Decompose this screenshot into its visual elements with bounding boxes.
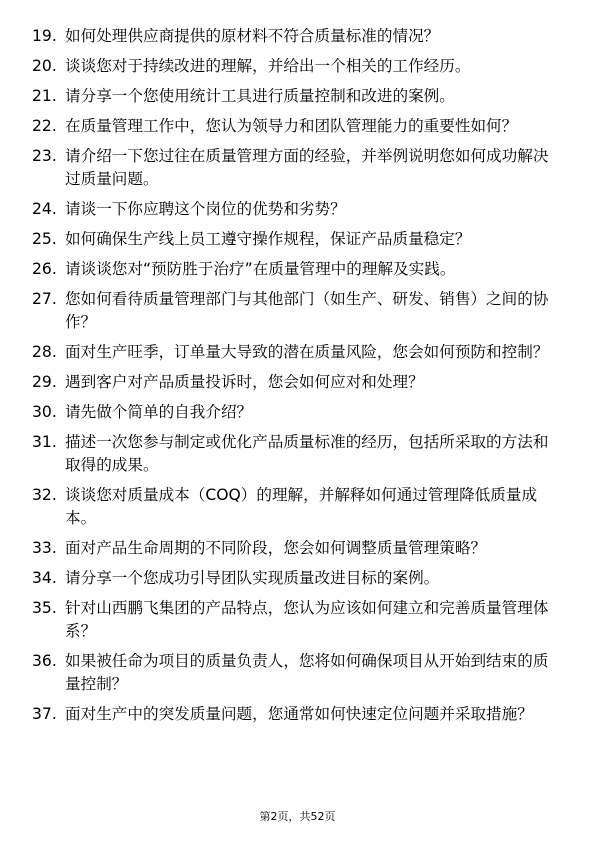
question-text: 如果被任命为项目的质量负责人，您将如何确保项目从开始到结束的质量控制？ xyxy=(65,652,549,693)
question-number: 20. xyxy=(32,57,57,75)
question-item xyxy=(32,288,562,334)
question-text: 面对产品生命周期的不同阶段，您会如何调整质量管理策略？ xyxy=(65,539,487,557)
question-item xyxy=(32,567,562,590)
question-text: 请谈谈您对“预防胜于治疗”在质量管理中的理解及实践。 xyxy=(65,260,456,278)
question-item xyxy=(32,371,562,394)
question-number: 27. xyxy=(32,290,57,308)
question-item xyxy=(32,55,562,78)
question-number: 19. xyxy=(32,27,57,45)
question-number: 26. xyxy=(32,260,57,278)
question-item xyxy=(32,228,562,251)
question-text: 请分享一个您成功引导团队实现质量改进目标的案例。 xyxy=(65,569,440,587)
question-number: 23. xyxy=(32,147,57,165)
question-item xyxy=(32,85,562,108)
question-number: 24. xyxy=(32,200,57,218)
question-item xyxy=(32,431,562,477)
question-number: 31. xyxy=(32,433,57,451)
question-item xyxy=(32,484,562,530)
question-item xyxy=(32,145,562,191)
question-number: 35. xyxy=(32,599,57,617)
question-number: 34. xyxy=(32,569,57,587)
question-text: 请介绍一下您过往在质量管理方面的经验，并举例说明您如何成功解决过质量问题。 xyxy=(65,147,549,188)
question-text: 遇到客户对产品质量投诉时，您会如何应对和处理？ xyxy=(65,373,424,391)
question-number: 37. xyxy=(32,705,57,723)
question-item xyxy=(32,597,562,643)
question-text: 面对生产中的突发质量问题，您通常如何快速定位问题并采取措施？ xyxy=(65,705,533,723)
question-text: 如何处理供应商提供的原材料不符合质量标准的情况？ xyxy=(65,27,440,45)
question-number: 22. xyxy=(32,117,57,135)
question-number: 25. xyxy=(32,230,57,248)
question-item xyxy=(32,650,562,696)
question-text: 描述一次您参与制定或优化产品质量标准的经历，包括所采取的方法和取得的成果。 xyxy=(65,433,549,474)
question-text: 请先做个简单的自我介绍？ xyxy=(65,403,253,421)
question-item xyxy=(32,198,562,221)
question-number: 28. xyxy=(32,343,57,361)
question-text: 如何确保生产线上员工遵守操作规程，保证产品质量稳定？ xyxy=(65,230,471,248)
question-text: 谈谈您对质量成本（COQ）的理解，并解释如何通过管理降低质量成本。 xyxy=(65,486,538,527)
question-text: 谈谈您对于持续改进的理解，并给出一个相关的工作经历。 xyxy=(65,57,471,75)
question-item xyxy=(32,703,562,726)
question-item xyxy=(32,25,562,48)
question-item xyxy=(32,115,562,138)
question-text: 请谈一下你应聘这个岗位的优势和劣势？ xyxy=(65,200,346,218)
question-text: 您如何看待质量管理部门与其他部门（如生产、研发、销售）之间的协作？ xyxy=(65,290,549,331)
question-item xyxy=(32,341,562,364)
question-number: 33. xyxy=(32,539,57,557)
question-item xyxy=(32,258,562,281)
question-number: 36. xyxy=(32,652,57,670)
question-number: 29. xyxy=(32,373,57,391)
question-number: 32. xyxy=(32,486,57,504)
question-text: 针对山西鹏飞集团的产品特点，您认为应该如何建立和完善质量管理体系？ xyxy=(65,599,549,640)
question-item xyxy=(32,537,562,560)
question-list xyxy=(32,25,562,733)
question-text: 在质量管理工作中，您认为领导力和团队管理能力的重要性如何？ xyxy=(65,117,518,135)
page-footer: 第2页，共52页 xyxy=(259,810,336,823)
question-number: 30. xyxy=(32,403,57,421)
question-item xyxy=(32,401,562,424)
question-text: 面对生产旺季，订单量大导致的潜在质量风险，您会如何预防和控制？ xyxy=(65,343,549,361)
question-text: 请分享一个您使用统计工具进行质量控制和改进的案例。 xyxy=(65,87,455,105)
question-number: 21. xyxy=(32,87,57,105)
